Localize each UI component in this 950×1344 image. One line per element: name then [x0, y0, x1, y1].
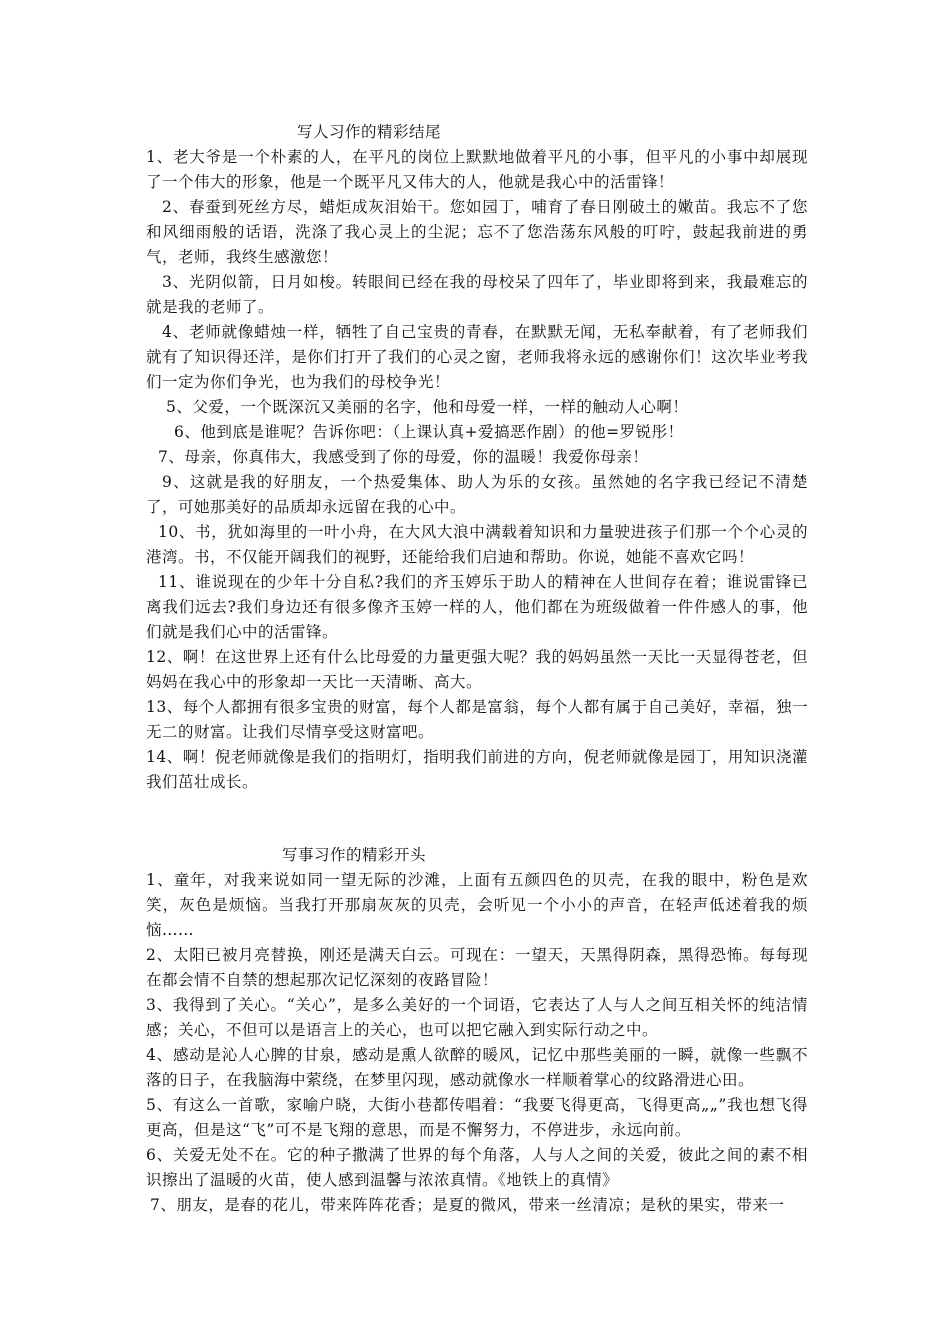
- paragraph: 12、啊！在这世界上还有什么比母爱的力量更强大呢？我的妈妈虽然一天比一天显得苍老，但妈妈在我心中的形象却一天比一天清晰、高大。: [146, 648, 808, 691]
- paragraph: 2、春蚕到死丝方尽，蜡炬成灰泪始干。您如园丁，哺育了春日刚破土的嫩苗。我忘不了您和风细雨般的话语，洗涤了我心灵上的尘泥；忘不了您浩荡东风般的叮咛，鼓起我前进的勇气，老师，我终生感激您！: [146, 198, 808, 266]
- paragraph: 3、我得到了关心。“关心”，是多么美好的一个词语，它表达了人与人之间互相关怀的纯洁情感；关心，不但可以是语言上的关心，也可以把它融入到实际行动之中。: [146, 996, 808, 1039]
- paragraph: 11、谁说现在的少年十分自私?我们的齐玉婷乐于助人的精神在人世间存在着；谁说雷锋已离我们远去?我们身边还有很多像齐玉婷一样的人，他们都在为班级做着一件件感人的事，他们就是我们心中的活雷锋。: [146, 573, 808, 641]
- paragraph: 3、光阴似箭，日月如梭。转眼间已经在我的母校呆了四年了，毕业即将到来，我最难忘的就是我的老师了。: [146, 273, 808, 316]
- paragraph: 9、这就是我的好朋友，一个热爱集体、助人为乐的女孩。虽然她的名字我已经记不清楚了，可她那美好的品质却永远留在我的心中。: [146, 473, 808, 516]
- paragraph: 6、关爱无处不在。它的种子撒满了世界的每个角落，人与人之间的关爱，彼此之间的素不相识擦出了温暖的火苗，使人感到温馨与浓浓真情。《地铁上的真情》: [146, 1146, 808, 1189]
- paragraph: 10、书，犹如海里的一叶小舟，在大风大浪中满载着知识和力量驶进孩子们那一个个心灵的港湾。书，不仅能开阔我们的视野，还能给我们启迪和帮助。你说，她能不喜欢它吗！: [146, 523, 808, 566]
- paragraph: 6、他到底是谁呢？告诉你吧：（上课认真+爱搞恶作剧）的他=罗锐彤！: [174, 423, 684, 441]
- paragraph: 7、朋友，是春的花儿，带来阵阵花香；是夏的微风，带来一丝清凉；是秋的果实，带来一: [150, 1196, 785, 1214]
- paragraph: 1、老大爷是一个朴素的人，在平凡的岗位上默默地做着平凡的小事，但平凡的小事中却展现了一个伟大的形象，他是一个既平凡又伟大的人，他就是我心中的活雷锋！: [146, 148, 808, 191]
- paragraph: 1、童年，对我来说如同一望无际的沙滩，上面有五颜四色的贝壳，在我的眼中，粉色是欢笑，灰色是烦恼。当我打开那扇灰灰的贝壳，会听见一个小小的声音，在轻声低述着我的烦恼……: [146, 871, 808, 939]
- section-title-narrative-openings: 写事习作的精彩开头: [282, 846, 427, 864]
- paragraph: 5、有这么一首歌，家喻户晓，大街小巷都传唱着：“我要飞得更高，飞得更高„„”我也想飞得更高，但是这“飞”可不是飞翔的意思，而是不懈努力，不停进步，永远向前。: [146, 1096, 808, 1139]
- paragraph: 2、太阳已被月亮替换，刚还是满天白云。可现在：一望天，天黑得阴森，黑得恐怖。每每现在都会情不自禁的想起那次记忆深刻的夜路冒险！: [146, 946, 808, 989]
- paragraph: 14、啊！倪老师就像是我们的指明灯，指明我们前进的方向，倪老师就像是园丁，用知识浇灌我们茁壮成长。: [146, 748, 808, 791]
- paragraph: 5、父爱，一个既深沉又美丽的名字，他和母爱一样，一样的触动人心啊！: [166, 398, 689, 416]
- paragraph: 7、母亲，你真伟大，我感受到了你的母爱，你的温暖！我爱你母亲！: [158, 448, 649, 466]
- paragraph: 4、感动是沁人心脾的甘泉，感动是熏人欲醉的暖风，记忆中那些美丽的一瞬，就像一些飘不落的日子，在我脑海中萦绕，在梦里闪现，感动就像水一样顺着掌心的纹路滑进心田。: [146, 1046, 808, 1089]
- section-title-portrait-endings: 写人习作的精彩结尾: [297, 123, 442, 141]
- paragraph: 13、每个人都拥有很多宝贵的财富，每个人都是富翁，每个人都有属于自己美好，幸福，独一无二的财富。让我们尽情享受这财富吧。: [146, 698, 808, 741]
- paragraph: 4、老师就像蜡烛一样，牺牲了自己宝贵的青春，在默默无闻，无私奉献着，有了老师我们就有了知识得还洋，是你们打开了我们的心灵之窗，老师我将永远的感谢你们！这次毕业考我们一定为你们争光，也为我们的母校争光！: [146, 323, 808, 391]
